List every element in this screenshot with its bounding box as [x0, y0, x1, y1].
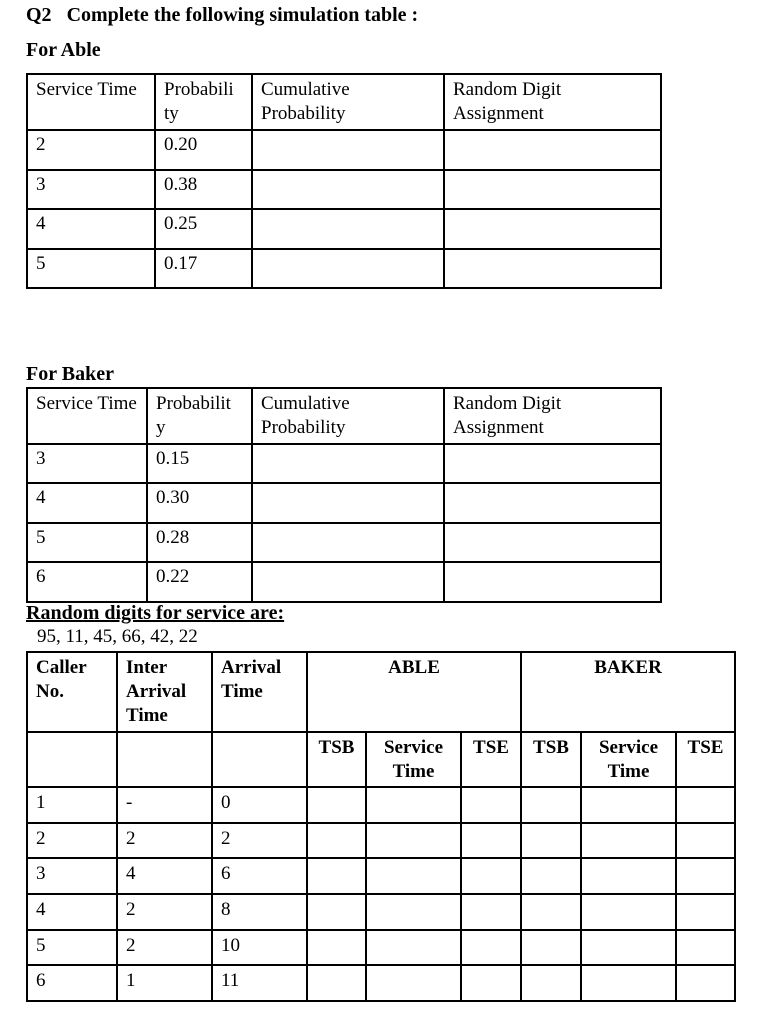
able-row	[27, 170, 661, 209]
able-header-cumulative: Cumulative Probability	[252, 74, 444, 130]
baker-row	[27, 444, 661, 483]
random-digits-values: 95, 11, 45, 66, 42, 22	[37, 626, 198, 647]
baker-service-time: 4	[27, 483, 147, 523]
able-header-assignment: Random Digit Assignment	[444, 74, 661, 130]
arrival-time: 10	[212, 930, 307, 965]
able-service-cell[interactable]	[366, 894, 461, 930]
baker-cumulative-cell[interactable]	[252, 523, 444, 562]
baker-tsb-cell[interactable]	[521, 894, 581, 930]
random-digits-title: Random digits for service are:	[26, 602, 285, 624]
header-inter-arrival: Inter Arrival Time	[117, 652, 212, 732]
able-table	[26, 73, 662, 289]
able-tsb-cell[interactable]	[307, 894, 366, 930]
baker-tse-cell[interactable]	[676, 823, 735, 858]
able-tse-cell[interactable]	[461, 823, 521, 858]
subheader-empty	[27, 732, 117, 787]
baker-header-row	[27, 388, 661, 444]
able-tsb-cell[interactable]	[307, 823, 366, 858]
able-tse-cell[interactable]	[461, 894, 521, 930]
baker-service-cell[interactable]	[581, 858, 676, 894]
able-cumulative-cell[interactable]	[252, 170, 444, 209]
sim-row	[27, 930, 735, 965]
able-tse-header: TSE	[461, 732, 521, 787]
baker-header-probability: Probabilit y	[147, 388, 252, 444]
subheader-empty	[212, 732, 307, 787]
simulation-table	[26, 651, 736, 1002]
able-header-service-time: Service Time	[27, 74, 155, 130]
baker-service-cell[interactable]	[581, 823, 676, 858]
header-able: ABLE	[307, 652, 521, 732]
baker-tsb-cell[interactable]	[521, 823, 581, 858]
able-cumulative-cell[interactable]	[252, 249, 444, 288]
baker-probability: 0.15	[147, 444, 252, 483]
sim-row	[27, 965, 735, 1001]
baker-header-cumulative: Cumulative Probability	[252, 388, 444, 444]
able-service-cell[interactable]	[366, 965, 461, 1001]
sim-subheader-row	[27, 732, 735, 787]
able-probability: 0.20	[155, 130, 252, 170]
baker-assignment-cell[interactable]	[444, 562, 661, 602]
baker-tse-header: TSE	[676, 732, 735, 787]
able-tsb-cell[interactable]	[307, 858, 366, 894]
able-row	[27, 209, 661, 249]
caller-no: 3	[27, 858, 117, 894]
baker-cumulative-cell[interactable]	[252, 562, 444, 602]
sim-row	[27, 894, 735, 930]
subheader-empty	[117, 732, 212, 787]
able-tsb-cell[interactable]	[307, 930, 366, 965]
caller-no: 5	[27, 930, 117, 965]
baker-assignment-cell[interactable]	[444, 444, 661, 483]
able-tse-cell[interactable]	[461, 930, 521, 965]
able-tsb-header: TSB	[307, 732, 366, 787]
sim-row	[27, 858, 735, 894]
sim-header-row	[27, 652, 735, 732]
arrival-time: 6	[212, 858, 307, 894]
sim-row	[27, 787, 735, 823]
baker-tse-cell[interactable]	[676, 858, 735, 894]
inter-arrival: 4	[117, 858, 212, 894]
caller-no: 6	[27, 965, 117, 1001]
baker-probability: 0.30	[147, 483, 252, 523]
header-caller-no: Caller No.	[27, 652, 117, 732]
baker-tse-cell[interactable]	[676, 930, 735, 965]
caller-no: 1	[27, 787, 117, 823]
baker-tse-cell[interactable]	[676, 787, 735, 823]
able-service-time: 2	[27, 130, 155, 170]
arrival-time: 8	[212, 894, 307, 930]
baker-service-cell[interactable]	[581, 965, 676, 1001]
baker-row	[27, 562, 661, 602]
baker-assignment-cell[interactable]	[444, 523, 661, 562]
arrival-time: 2	[212, 823, 307, 858]
baker-tse-cell[interactable]	[676, 965, 735, 1001]
sim-row	[27, 823, 735, 858]
baker-row	[27, 523, 661, 562]
baker-tsb-cell[interactable]	[521, 787, 581, 823]
able-service-time: 5	[27, 249, 155, 288]
baker-tsb-cell[interactable]	[521, 930, 581, 965]
able-service-cell[interactable]	[366, 823, 461, 858]
able-service-time-header: Service Time	[366, 732, 461, 787]
question-title	[26, 4, 418, 27]
baker-tsb-cell[interactable]	[521, 858, 581, 894]
header-arrival-time: Arrival Time	[212, 652, 307, 732]
able-tsb-cell[interactable]	[307, 787, 366, 823]
baker-row	[27, 483, 661, 523]
able-tse-cell[interactable]	[461, 787, 521, 823]
inter-arrival: 2	[117, 823, 212, 858]
baker-probability: 0.22	[147, 562, 252, 602]
baker-tse-cell[interactable]	[676, 894, 735, 930]
baker-cumulative-cell[interactable]	[252, 483, 444, 523]
baker-header-service-time: Service Time	[27, 388, 147, 444]
inter-arrival: 2	[117, 930, 212, 965]
able-tse-cell[interactable]	[461, 858, 521, 894]
able-assignment-cell[interactable]	[444, 130, 661, 170]
caller-no: 4	[27, 894, 117, 930]
able-service-time: 3	[27, 170, 155, 209]
baker-tsb-header: TSB	[521, 732, 581, 787]
able-assignment-cell[interactable]	[444, 170, 661, 209]
able-assignment-cell[interactable]	[444, 209, 661, 249]
able-assignment-cell[interactable]	[444, 249, 661, 288]
baker-table	[26, 387, 662, 603]
able-header-row	[27, 74, 661, 130]
baker-heading: For Baker	[26, 363, 114, 385]
inter-arrival: 1	[117, 965, 212, 1001]
baker-service-time: 3	[27, 444, 147, 483]
baker-service-cell[interactable]	[581, 894, 676, 930]
able-cumulative-cell[interactable]	[252, 130, 444, 170]
able-header-probability: Probabili ty	[155, 74, 252, 130]
question-text: Complete the following simulation table :	[66, 4, 419, 26]
able-probability: 0.38	[155, 170, 252, 209]
inter-arrival: -	[117, 787, 212, 823]
arrival-time: 0	[212, 787, 307, 823]
able-probability: 0.25	[155, 209, 252, 249]
able-service-time: 4	[27, 209, 155, 249]
arrival-time: 11	[212, 965, 307, 1001]
baker-probability: 0.28	[147, 523, 252, 562]
baker-service-cell[interactable]	[581, 930, 676, 965]
able-service-cell[interactable]	[366, 858, 461, 894]
baker-header-assignment: Random Digit Assignment	[444, 388, 661, 444]
inter-arrival: 2	[117, 894, 212, 930]
able-tsb-cell[interactable]	[307, 965, 366, 1001]
able-service-cell[interactable]	[366, 787, 461, 823]
baker-assignment-cell[interactable]	[444, 483, 661, 523]
able-probability: 0.17	[155, 249, 252, 288]
baker-tsb-cell[interactable]	[521, 965, 581, 1001]
baker-cumulative-cell[interactable]	[252, 444, 444, 483]
baker-service-time: 5	[27, 523, 147, 562]
able-cumulative-cell[interactable]	[252, 209, 444, 249]
able-service-cell[interactable]	[366, 930, 461, 965]
able-tse-cell[interactable]	[461, 965, 521, 1001]
able-row	[27, 249, 661, 288]
baker-service-cell[interactable]	[581, 787, 676, 823]
question-number: Q2	[26, 4, 52, 26]
able-heading: For Able	[26, 39, 101, 61]
able-row	[27, 130, 661, 170]
baker-service-time: 6	[27, 562, 147, 602]
baker-service-time-header: Service Time	[581, 732, 676, 787]
caller-no: 2	[27, 823, 117, 858]
header-baker: BAKER	[521, 652, 735, 732]
